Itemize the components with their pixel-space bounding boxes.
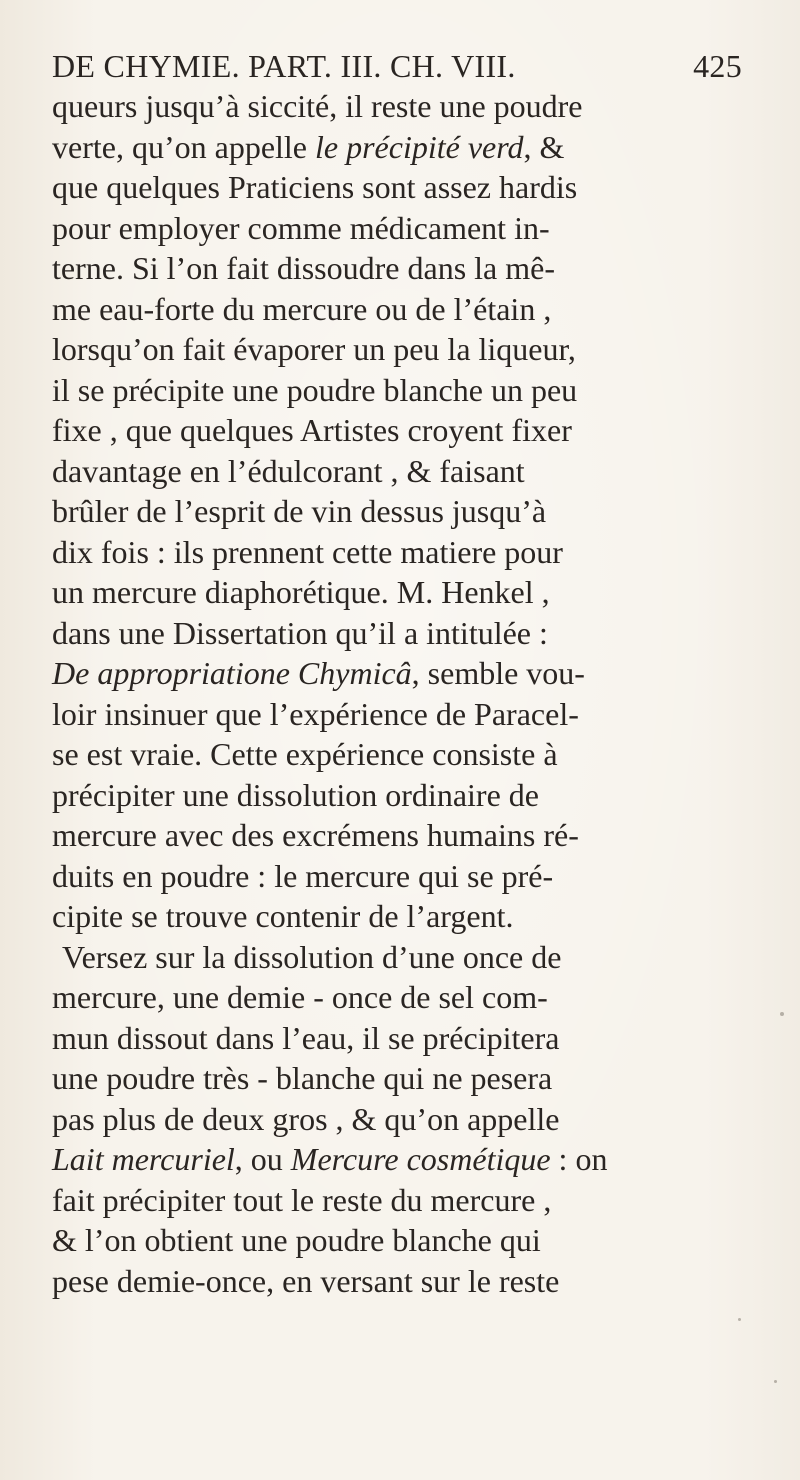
text-line bbox=[52, 1058, 752, 1099]
text-run: fixe , que quelques Artistes croyent fixer bbox=[52, 412, 572, 448]
text-run: que quelques Praticiens sont assez hardis bbox=[52, 169, 578, 205]
text-run: mun dissout dans l’eau, il se précipitera bbox=[52, 1019, 560, 1056]
text-run: brûler de l’esprit de vin dessus jusqu’à bbox=[52, 493, 547, 529]
italic-text: Mercure cosmétique bbox=[290, 1141, 551, 1177]
text-line bbox=[52, 694, 752, 735]
text-line bbox=[52, 370, 752, 411]
text-line bbox=[52, 896, 752, 937]
text-line bbox=[52, 1180, 752, 1221]
text-run: il se précipite une poudre blanche un peu bbox=[52, 371, 578, 408]
text-line bbox=[52, 734, 752, 775]
text-run: , & bbox=[523, 128, 565, 165]
text-line bbox=[52, 572, 752, 613]
text-run: précipiter une dissolution ordinaire de bbox=[52, 776, 539, 813]
text-run: , ou bbox=[234, 1141, 291, 1177]
text-line bbox=[52, 1139, 752, 1180]
text-run: loir insinuer que l’expérience de Paracel- bbox=[52, 695, 579, 732]
text-line bbox=[52, 613, 752, 654]
paper-speck bbox=[774, 1380, 777, 1383]
text-line bbox=[52, 1220, 752, 1261]
text-run: , semble vou- bbox=[411, 655, 585, 691]
text-run: pas plus de deux gros , & qu’on appelle bbox=[52, 1100, 560, 1137]
text-run: davantage en l’édulcorant , & faisant bbox=[52, 452, 525, 489]
text-run: un mercure diaphorétique. M. Henkel , bbox=[52, 574, 550, 610]
text-line bbox=[52, 410, 752, 451]
text-line bbox=[52, 977, 752, 1018]
text-line bbox=[52, 1099, 752, 1140]
text-line bbox=[52, 856, 752, 897]
text-run: & l’on obtient une poudre blanche qui bbox=[52, 1222, 541, 1258]
paper-speck bbox=[738, 1318, 741, 1321]
text-line bbox=[52, 937, 752, 978]
body-text bbox=[52, 86, 752, 1301]
text-run: fait précipiter tout le reste du mercure , bbox=[52, 1181, 552, 1218]
text-line bbox=[52, 532, 752, 573]
paper-speck bbox=[780, 1012, 784, 1016]
text-line bbox=[52, 775, 752, 816]
text-line bbox=[52, 208, 752, 249]
text-run: me eau-forte du mercure ou de l’étain , bbox=[52, 290, 552, 327]
text-line bbox=[52, 1018, 752, 1059]
text-run: dans une Dissertation qu’il a intitulée : bbox=[52, 614, 548, 651]
text-line bbox=[52, 1261, 752, 1302]
text-line bbox=[52, 127, 752, 168]
text-run: pese demie-once, en versant sur le reste bbox=[52, 1262, 560, 1299]
text-run: duits en poudre : le mercure qui se pré- bbox=[52, 857, 554, 894]
text-run: mercure, une demie - once de sel com- bbox=[52, 979, 548, 1015]
text-run: queurs jusqu’à siccité, il reste une poudre bbox=[52, 88, 583, 124]
text-line bbox=[52, 167, 752, 208]
text-run: Versez sur la dissolution d’une once de bbox=[62, 938, 562, 975]
text-run: lorsqu’on fait évaporer un peu la liqueur, bbox=[52, 331, 576, 367]
text-line bbox=[52, 329, 752, 370]
text-run: : on bbox=[550, 1141, 608, 1177]
text-line bbox=[52, 86, 752, 127]
text-run: verte, qu’on appelle bbox=[52, 128, 315, 165]
text-line bbox=[52, 491, 752, 532]
text-run: mercure avec des excrémens humains ré- bbox=[52, 817, 579, 853]
text-line bbox=[52, 815, 752, 856]
text-run: une poudre très - blanche qui ne pesera bbox=[52, 1060, 553, 1096]
page-number: 425 bbox=[693, 48, 742, 84]
text-line bbox=[52, 289, 752, 330]
italic-text: le précipité verd bbox=[315, 128, 524, 165]
text-run: terne. Si l’on fait dissoudre dans la mê- bbox=[52, 250, 555, 286]
text-run: pour employer comme médicament in- bbox=[52, 209, 550, 246]
running-title: DE CHYMIE. PART. III. CH. VIII. bbox=[52, 48, 516, 84]
italic-text: De appropriatione Chymicâ bbox=[52, 655, 412, 691]
text-run: dix fois : ils prennent cette matiere pour bbox=[52, 533, 563, 570]
italic-text: Lait mercuriel bbox=[52, 1141, 235, 1177]
text-line bbox=[52, 451, 752, 492]
text-run: cipite se trouve contenir de l’argent. bbox=[52, 898, 514, 934]
text-run: se est vraie. Cette expérience consiste à bbox=[52, 736, 558, 772]
text-line bbox=[52, 653, 752, 694]
text-line bbox=[52, 248, 752, 289]
